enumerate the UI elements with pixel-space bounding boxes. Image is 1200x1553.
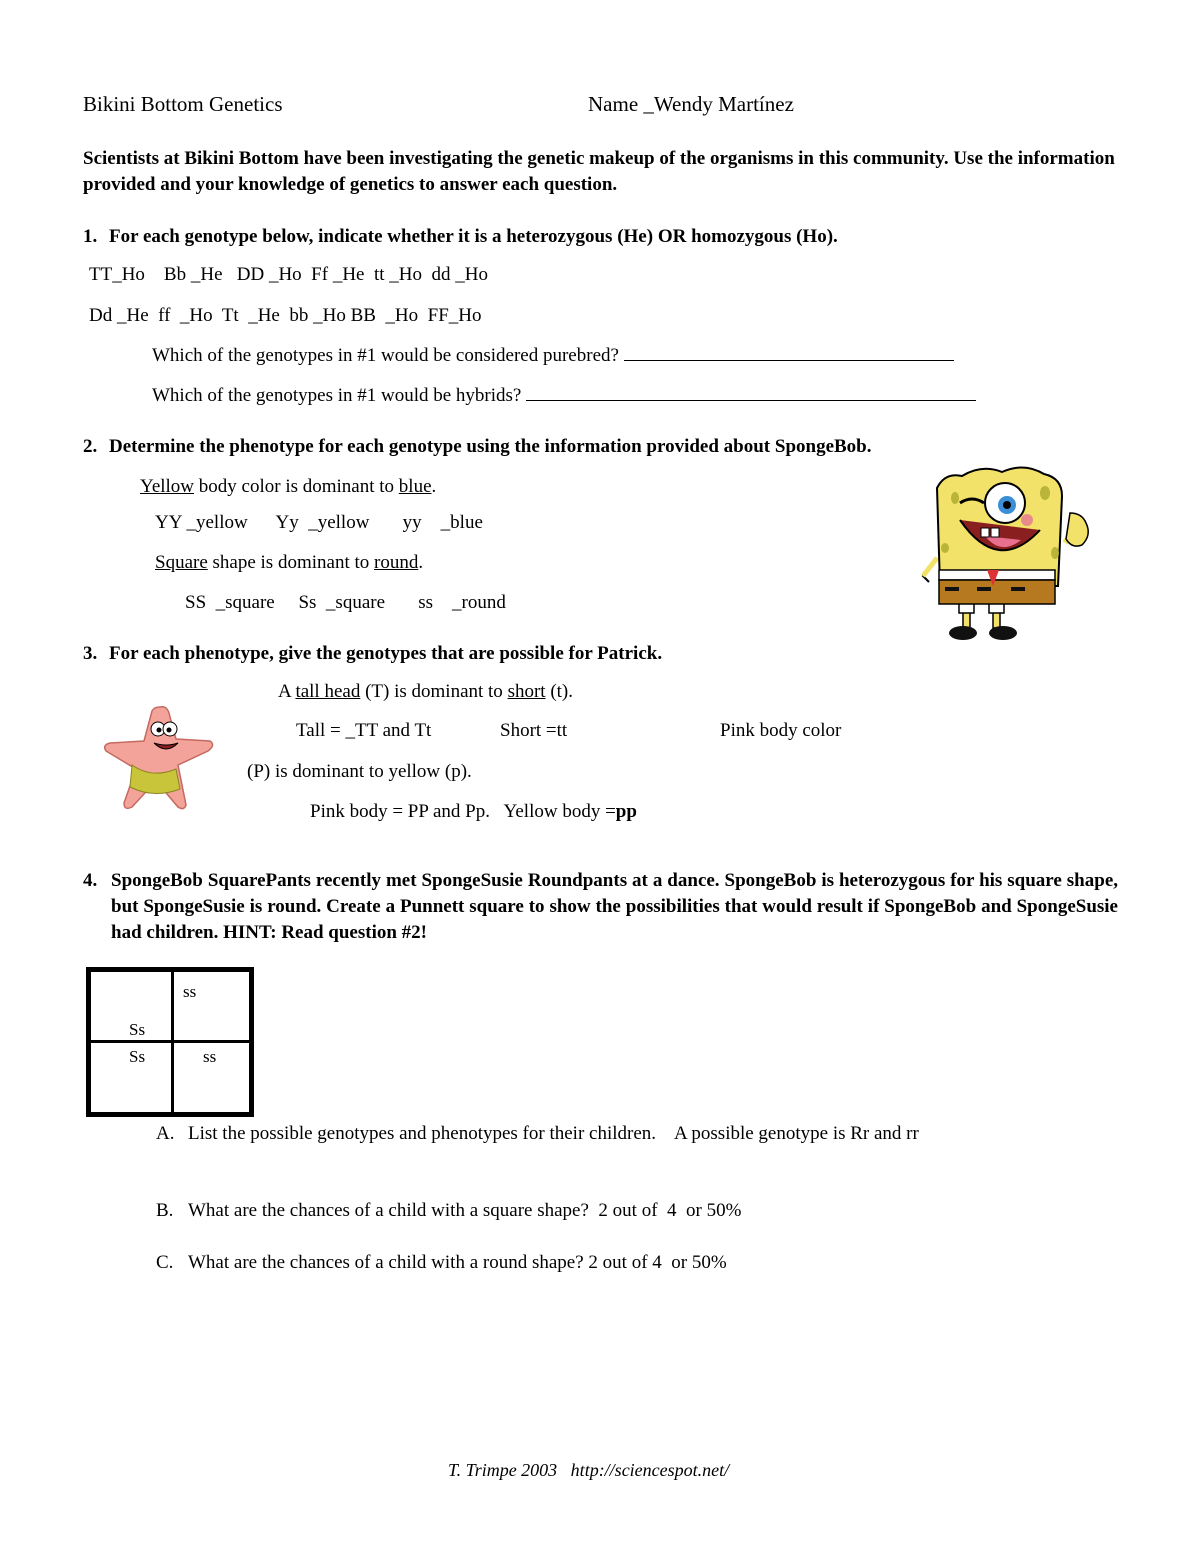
q4-number: 4. bbox=[83, 870, 98, 891]
part-b-letter: B. bbox=[156, 1200, 174, 1221]
q3-text: For each phenotype, give the genotypes that are possible for Patrick. bbox=[109, 643, 663, 664]
punnett-square bbox=[86, 967, 254, 1117]
hybrid-answer-blank bbox=[526, 384, 976, 401]
purebred-answer-blank bbox=[624, 344, 954, 361]
pink-dominance-rule: (P) is dominant to yellow (p). bbox=[247, 761, 472, 782]
intro-paragraph: Scientists at Bikini Bottom have been investigating the genetic makeup of the organisms in this community. Use the information provided and your knowledge of genetics to answer each question. bbox=[83, 148, 1115, 195]
q1-prompt bbox=[83, 226, 838, 248]
short-answer: Short =tt bbox=[500, 720, 568, 741]
head-recessive: short bbox=[507, 681, 546, 702]
punnett-horizontal-divider bbox=[91, 1040, 249, 1043]
shape-recessive: round bbox=[374, 552, 419, 573]
yellow-body-answer: pp bbox=[615, 801, 637, 822]
head-rule-pre: A bbox=[278, 681, 296, 702]
body-color-answers bbox=[310, 801, 637, 823]
punnett-bottom-left: Ss bbox=[129, 1047, 146, 1066]
head-dominant: tall head bbox=[295, 681, 361, 702]
head-rule-mid: (T) is dominant to bbox=[360, 681, 508, 702]
pink-body-answer: Pink body = PP and Pp. Yellow body = bbox=[310, 801, 616, 822]
patrick-illustration bbox=[100, 695, 215, 810]
tall-answer: Tall = _TT and Tt bbox=[296, 720, 432, 741]
punnett-top-left: Ss bbox=[129, 1020, 146, 1039]
q2-number: 2. bbox=[83, 436, 98, 457]
q2-color-answers: YY _yellow Yy _yellow yy _blue bbox=[155, 512, 483, 533]
q3-prompt bbox=[83, 643, 662, 665]
part-c-text: What are the chances of a child with a round shape? 2 out of 4 or 50% bbox=[188, 1252, 727, 1273]
part-a-text: List the possible genotypes and phenotypes for their children. A possible genotype is Rr and rr bbox=[188, 1123, 919, 1144]
hybrid-question-text: Which of the genotypes in #1 would be hybrids? bbox=[152, 385, 522, 406]
q2-shape-rule bbox=[155, 552, 423, 574]
worksheet-title: Bikini Bottom Genetics bbox=[83, 92, 283, 116]
q2-text: Determine the phenotype for each genotype using the information provided about SpongeBob. bbox=[109, 436, 872, 457]
shape-rule-end: . bbox=[418, 552, 424, 573]
q3-number: 3. bbox=[83, 643, 98, 664]
q3-head-rule bbox=[278, 681, 573, 703]
color-dominant: Yellow bbox=[140, 476, 195, 497]
q2-shape-answers: SS _square Ss _square ss _round bbox=[185, 592, 506, 613]
color-rule-end: . bbox=[431, 476, 437, 497]
color-rule-mid: body color is dominant to bbox=[194, 476, 399, 497]
q2-color-rule bbox=[140, 476, 436, 498]
part-a-letter: A. bbox=[156, 1123, 175, 1144]
q4-text: SpongeBob SquarePants recently met SpongeSusie Roundpants at a dance. SpongeBob is heterozygous for his square shape, but SpongeSusie is round. Create a Punnett square to show the possibilities that would result if SpongeBob and SpongeSusie had children. HINT: Read question #2! bbox=[111, 870, 1118, 943]
q1-text: For each genotype below, indicate whether it is a heterozygous (He) OR homozygous (Ho). bbox=[109, 226, 838, 247]
q4-part-a bbox=[156, 1123, 919, 1145]
q2-prompt bbox=[83, 436, 872, 458]
q1-number: 1. bbox=[83, 226, 98, 247]
head-rule-end: (t). bbox=[545, 681, 573, 702]
punnett-bottom-right: ss bbox=[203, 1047, 217, 1066]
q1-genotypes-row2: Dd _He ff _Ho Tt _He bb _Ho BB _Ho FF_Ho bbox=[89, 305, 482, 326]
color-recessive: blue bbox=[398, 476, 432, 497]
spongebob-illustration bbox=[915, 458, 1100, 648]
q4-part-b bbox=[156, 1200, 741, 1222]
footer-credit: T. Trimpe 2003 http://sciencespot.net/ bbox=[448, 1460, 730, 1480]
shape-rule-mid: shape is dominant to bbox=[207, 552, 374, 573]
pink-label: Pink body color bbox=[720, 720, 842, 741]
q4-prompt bbox=[83, 868, 1118, 946]
q4-part-c bbox=[156, 1252, 727, 1274]
q1-hybrid-question bbox=[152, 384, 976, 407]
purebred-question-text: Which of the genotypes in #1 would be considered purebred? bbox=[152, 345, 619, 366]
student-name: Name _Wendy Martínez bbox=[588, 92, 794, 116]
shape-dominant: Square bbox=[155, 552, 208, 573]
part-c-letter: C. bbox=[156, 1252, 174, 1273]
q1-genotypes-row1: TT_Ho Bb _He DD _Ho Ff _He tt _Ho dd _Ho bbox=[89, 264, 488, 285]
q1-purebred-question bbox=[152, 344, 954, 367]
punnett-top-right: ss bbox=[183, 982, 197, 1001]
part-b-text: What are the chances of a child with a square shape? 2 out of 4 or 50% bbox=[188, 1200, 742, 1221]
